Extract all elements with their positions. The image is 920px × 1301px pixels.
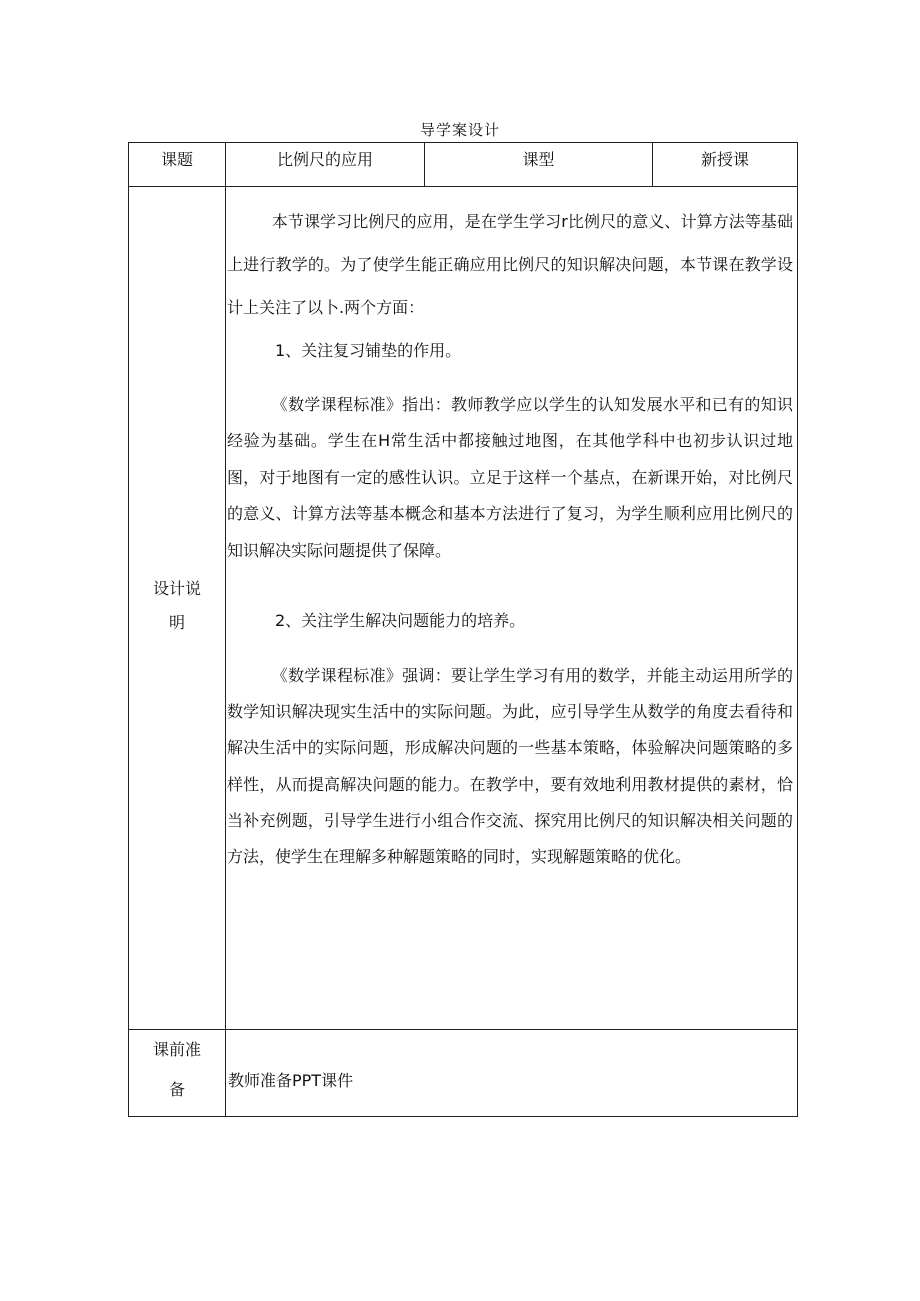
design-label-line-1: 设计说 [152,579,201,598]
topic-value: 比例尺的应用 [276,149,373,169]
table-divider-label-column [225,142,226,1117]
table-border-bottom [128,1116,798,1117]
lesson-type-label: 课型 [522,149,555,169]
design-point-2-title: 2、关注学生解决问题能力的培养。 [275,611,526,630]
design-point-2-body: 《数学课程标准》强调：要让学生学习有用的数学，并能主动运用所学的数学知识解决现实生活中的实际问题。为此，应引导学生从数学的角度去看待和解决生活中的实际问题，形成解决问题的一些基本策略，体验解决问题策略的多样性，从而提高解决问题的能力。在教学中，要有效地利用教材提供的素材，恰当补充例题，引导学生进行小组合作交流、探究用比例尺的知识解决相关问题的方法，使学生在理解多种解题策略的同时，实现解题策略的优化。 [227,666,793,867]
prep-value: 教师准备PPT课件 [228,1071,354,1090]
design-point-1-title: 1、关注复习铺垫的作用。 [275,341,462,360]
design-point-1-body: 《数学课程标准》指出：教师教学应以学生的认知发展水平和已有的知识经验为基础。学生在H常生活中都接触过地图，在其他学科中也初步认识过地图，对于地图有一定的感性认识。立足于这样一个基点，在新课开始，对比例尺的意义、计算方法等基本概念和基本方法进行了复习，为学生顺利应用比例尺的知识解决实际问题提供了保障。 [227,395,793,560]
table-border-right [797,142,798,1117]
table-divider-design [128,1029,798,1030]
topic-label: 课题 [160,149,193,169]
prep-label-line-2: 备 [168,1080,185,1099]
table-divider-header [128,186,798,187]
lesson-type-value: 新授课 [700,149,749,169]
document-title: 导学案设计 [419,121,500,139]
prep-label [129,1030,225,1110]
design-intro-paragraph: 本节课学习比例尺的应用，是在学生学习r比例尺的意义、计算方法等基础上进行教学的。为了使学生能正确应用比例尺的知识解决问题，本节课在教学设计上关注了以卜.两个方面： [227,212,793,317]
design-label-line-2: 明 [168,613,185,632]
design-notes-label [129,572,225,640]
prep-label-line-1: 课前准 [152,1040,201,1059]
